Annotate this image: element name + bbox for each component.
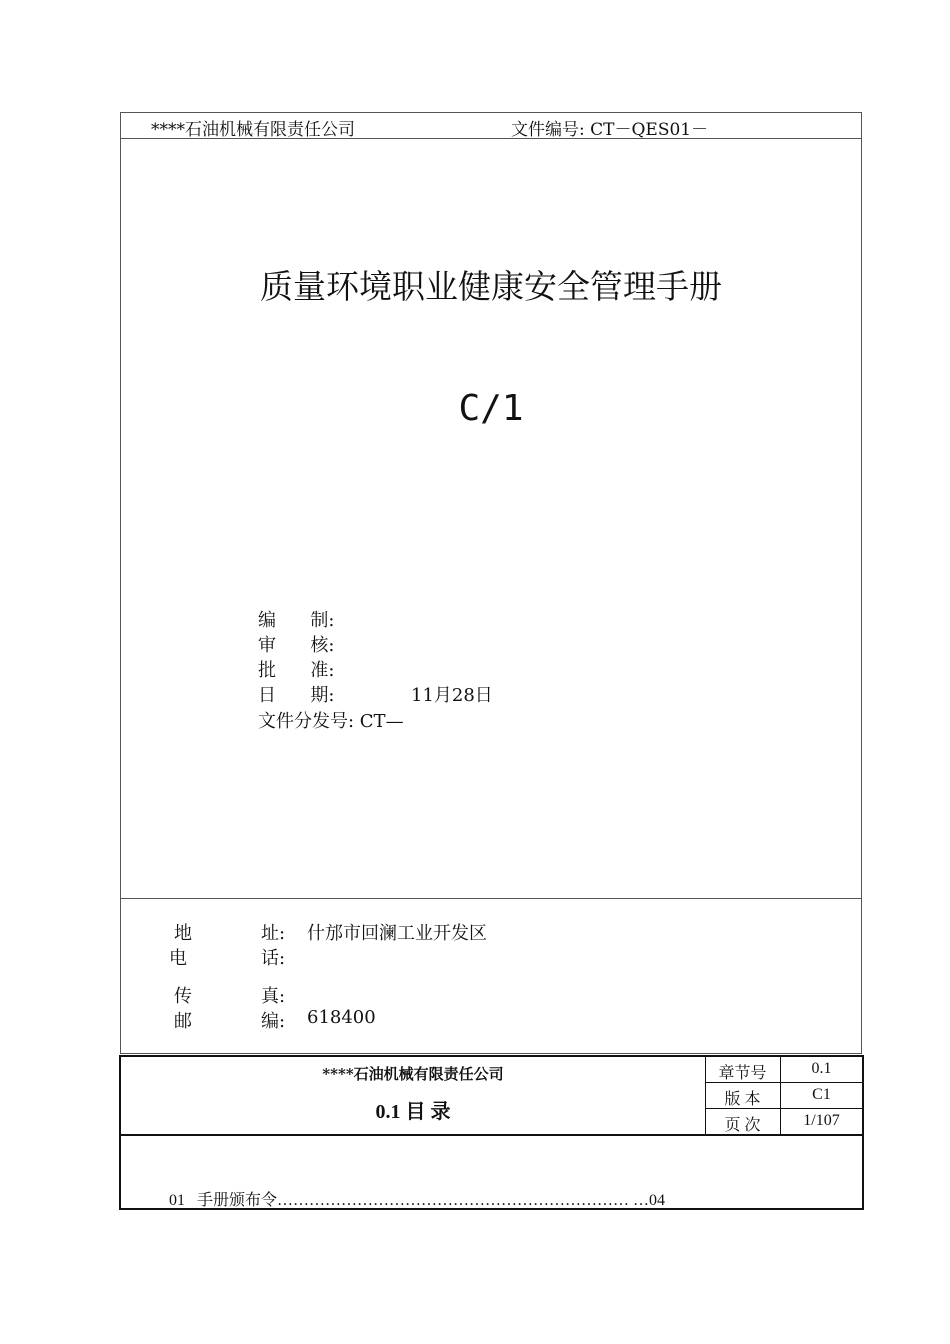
- edition-value: C1: [812, 1086, 831, 1103]
- meta-label: 编 制:: [258, 610, 335, 631]
- meta-value: 11月28日: [411, 685, 493, 706]
- edition-label: 版 本: [724, 1091, 761, 1108]
- page-value: 1/107: [803, 1112, 840, 1129]
- phone-label: 电: [169, 948, 187, 969]
- address-label-2: 址:: [261, 923, 286, 944]
- toc-entry: 01 手册颁布令………………………………………………………… …04: [169, 1192, 666, 1209]
- manual-version: C/1: [458, 388, 524, 429]
- toc-title: 0.1 目 录: [375, 1101, 451, 1123]
- company-name: ****石油机械有限责任公司: [151, 120, 355, 140]
- manual-title: 质量环境职业健康安全管理手册: [260, 267, 722, 306]
- meta-label: 日 期:: [258, 685, 335, 706]
- meta-label: 文件分发号: CT—: [258, 711, 404, 732]
- meta-label: 审 核:: [258, 635, 335, 656]
- phone-label-2: 话:: [261, 948, 286, 969]
- fax-label-2: 真:: [261, 986, 286, 1007]
- zip-label: 邮: [174, 1011, 192, 1032]
- zip-value: 618400: [307, 1007, 376, 1028]
- chapter-value: 0.1: [811, 1060, 832, 1077]
- zip-label-2: 编:: [261, 1011, 286, 1032]
- section-divider: [121, 898, 861, 899]
- chapter-label: 章节号: [718, 1065, 767, 1082]
- page-label: 页 次: [724, 1117, 761, 1134]
- fax-label: 传: [174, 986, 192, 1007]
- file-number: 文件编号: CT－QES01－: [511, 120, 709, 140]
- toc-company: ****石油机械有限责任公司: [322, 1065, 504, 1083]
- meta-label: 批 准:: [258, 660, 335, 681]
- toc-page: [119, 1055, 864, 1210]
- address-value: 什邡市回澜工业开发区: [307, 923, 487, 944]
- cover-frame: [120, 112, 862, 1054]
- address-label: 地: [174, 923, 192, 944]
- cover-header: [121, 113, 861, 139]
